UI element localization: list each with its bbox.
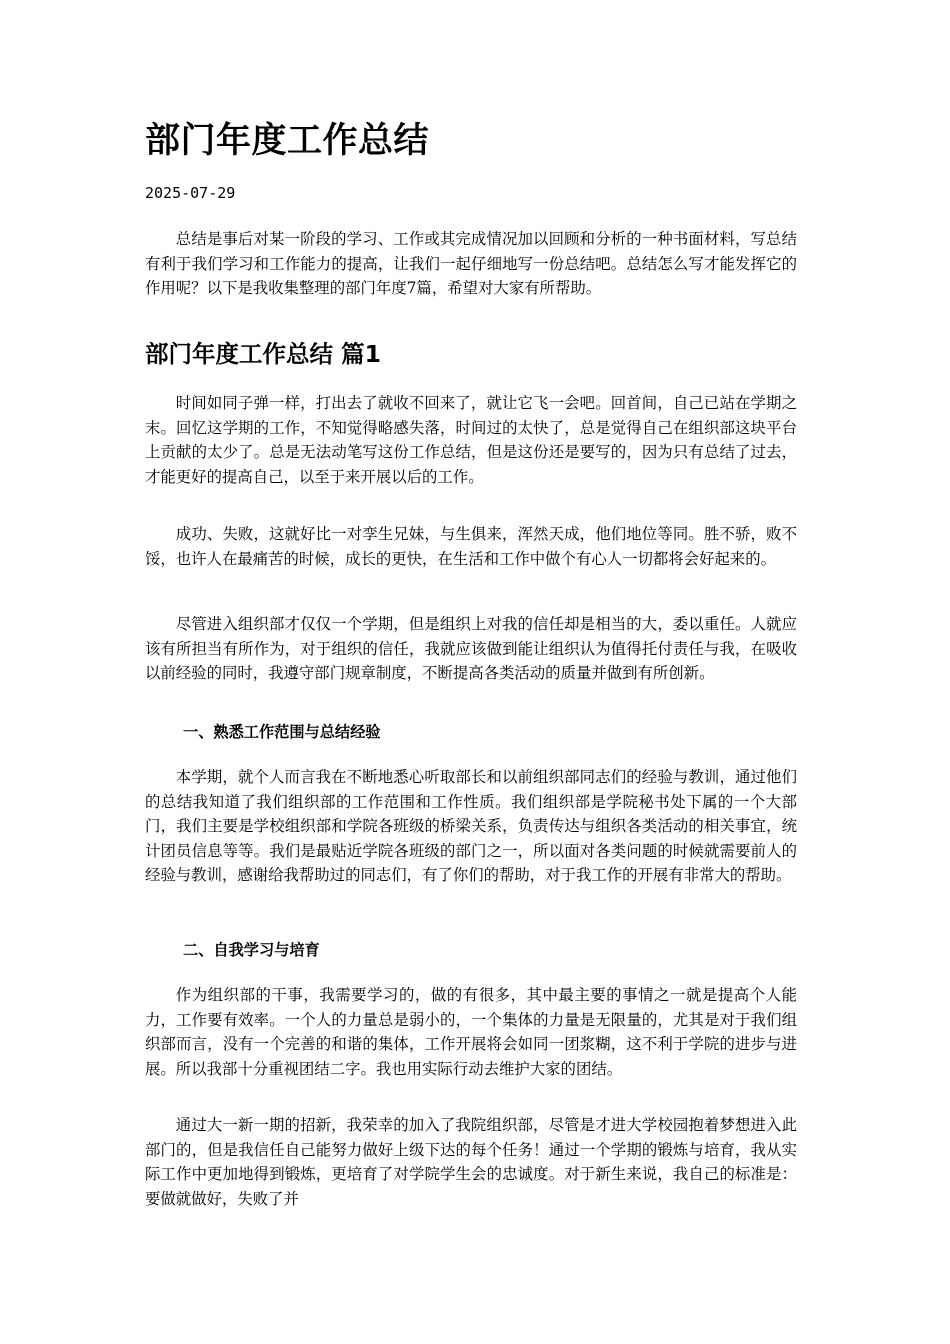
section-heading: 部门年度工作总结 篇1 (145, 340, 382, 368)
body-paragraph: 成功、失败，这就好比一对孪生兄妹，与生俱来，浑然天成，他们地位等同。胜不骄，败不馁，也许人在最痛苦的时候，成长的更快，在生活和工作中做个有心人一切都将会好起来的。 (145, 525, 797, 568)
body-paragraph: 尽管进入组织部才仅仅一个学期，但是组织上对我的信任却是相当的大，委以重任。人就应该有所担当有所作为，对于组织的信任，我就应该做到能让组织认为值得托付责任与我，在吸收以前经验的同时，我遵守部门规章制度，不断提高各类活动的质量并做到有所创新。 (145, 615, 797, 683)
body-paragraph: 本学期，就个人而言我在不断地悉心听取部长和以前组织部同志们的经验与教训，通过他们的总结我知道了我们组织部的工作范围和工作性质。我们组织部是学院秘书处下属的一个大部门，我们主要是学校组织部和学院各班级的桥梁关系，负责传达与组织各类活动的相关事宜，统计团员信息等等。我们是最贴近学院各班级的部门之一，所以面对各类问题的时候就需要前人的经验与教训，感谢给我帮助过的同志们，有了你们的帮助，对于我工作的开展有非常大的帮助。 (145, 768, 797, 885)
body-paragraph: 通过大一新一期的招新，我荣幸的加入了我院组织部，尽管是才进大学校园抱着梦想进入此部门的，但是我信任自己能努力做好上级下达的每个任务！通过一个学期的锻炼与培育，我从实际工作中更加地得到锻炼，更培育了对学院学生会的忠诚度。对于新生来说，我自己的标准是：要做就做好，失败了并 (145, 1116, 797, 1208)
document-title: 部门年度工作总结 (145, 121, 430, 161)
body-paragraph: 作为组织部的干事，我需要学习的，做的有很多，其中最主要的事情之一就是提高个人能力，工作要有效率。一个人的力量总是弱小的，一个集体的力量是无限量的，尤其是对于我们组织部而言，没有一个完善的和谐的集体，工作开展将会如同一团浆糊，这不利于学院的进步与进展。所以我部十分重视团结二字。我也用实际行动去维护大家的团结。 (145, 986, 797, 1078)
sub-heading: 二、自我学习与培育 (183, 941, 320, 959)
body-paragraph: 时间如同子弹一样，打出去了就收不回来了，就让它飞一会吧。回首间，自己已站在学期之末。回忆这学期的工作，不知觉得略感失落，时间过的太快了，总是觉得自己在组织部这块平台上贡献的太少了。总是无法动笔写这份工作总结，但是这份还是要写的，因为只有总结了过去，才能更好的提高自己，以至于来开展以后的工作。 (145, 394, 797, 486)
sub-heading: 一、熟悉工作范围与总结经验 (183, 723, 381, 741)
document-date: 2025-07-29 (145, 184, 236, 202)
intro-paragraph: 总结是事后对某一阶段的学习、工作或其完成情况加以回顾和分析的一种书面材料，写总结有利于我们学习和工作能力的提高，让我们一起仔细地写一份总结吧。总结怎么写才能发挥它的作用呢？以下是我收集整理的部门年度7篇，希望对大家有所帮助。 (145, 230, 797, 298)
